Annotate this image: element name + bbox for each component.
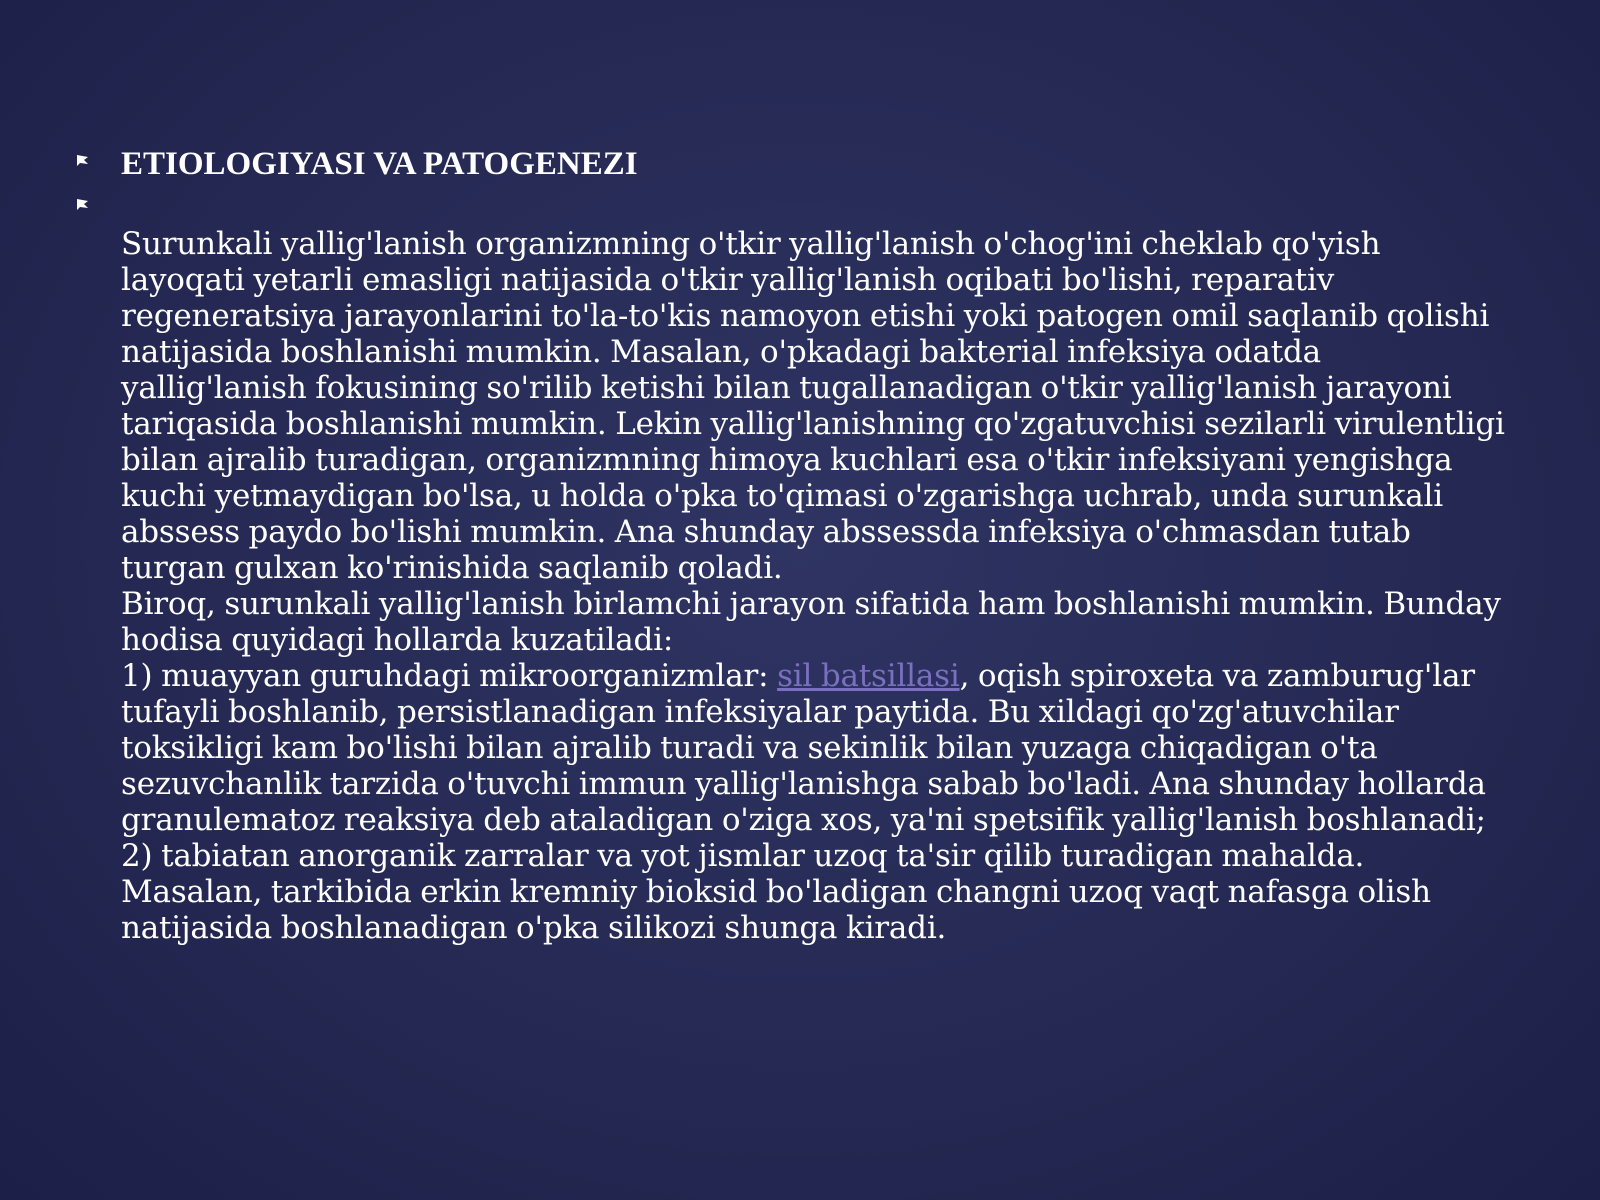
title-bullet-row bbox=[76, 144, 1536, 184]
list-item-1-suffix: , oqish spiroxeta va zamburug'lar tufayli boshlanib, persistlanadigan infeksiyalar paytida. Bu xildagi qo'zg'atuvchilar toksikligi kam bo'lishi bilan ajralib turadi va sekinlik bilan yuzaga chiqadigan o'ta sezuvchanlik tarzida o'tuvchi immun yallig'lanishga sabab bo'ladi. Ana shunday hollarda granulematoz reaksiya deb ataladigan o'ziga xos, ya'ni spetsifik yallig'lanish boshlanadi; bbox=[121, 658, 1486, 838]
paragraph-2: Biroq, surunkali yallig'lanish birlamchi jarayon sifatida ham boshlanishi mumkin. Bunday hodisa quyidagi hollarda kuzatiladi: bbox=[121, 586, 1501, 658]
list-item-1-prefix: 1) muayyan guruhdagi mikroorganizmlar: bbox=[121, 658, 778, 694]
flag-bullet-icon bbox=[76, 154, 90, 168]
sil-batsillasi-link[interactable]: sil batsillasi bbox=[777, 658, 960, 694]
list-item-1 bbox=[121, 658, 1511, 838]
list-item-2: 2) tabiatan anorganik zarralar va yot jismlar uzoq ta'sir qilib turadigan mahalda. Masalan, tarkibida erkin kremniy bioksid bo'ladigan changni uzoq vaqt nafasga olish natijasida boshlanadigan o'pka silikozi shunga kiradi. bbox=[121, 838, 1431, 946]
flag-bullet-icon bbox=[76, 198, 90, 212]
slide-title: ETIOLOGIYASI VA PATOGENEZI bbox=[121, 146, 638, 182]
body-text bbox=[121, 226, 1511, 946]
paragraph-1: Surunkali yallig'lanish organizmning o'tkir yallig'lanish o'chog'ini cheklab qo'yish layoqati yetarli emasligi natijasida o'tkir yallig'lanish oqibati bo'lishi, reparativ regeneratsiya jarayonlarini to'la-to'kis namoyon etishi yoki patogen omil saqlanib qolishi natijasida boshlanishi mumkin. Masalan, o'pkadagi bakterial infeksiya odatda yallig'lanish fokusining so'rilib ketishi bilan tugallanadigan o'tkir yallig'lanish jarayoni tariqasida boshlanishi mumkin. Lekin yallig'lanishning qo'zgatuvchisi sezilarli virulentligi bilan ajralib turadigan, organizmning himoya kuchlari esa o'tkir infeksiyani yengishga kuchi yetmaydigan bo'lsa, u holda o'pka to'qimasi o'zgarishga uchrab, unda surunkali abssess paydo bo'lishi mumkin. Ana shunday abssessda infeksiya o'chmasdan tutab turgan gulxan ko'rinishida saqlanib qoladi. bbox=[121, 226, 1505, 586]
